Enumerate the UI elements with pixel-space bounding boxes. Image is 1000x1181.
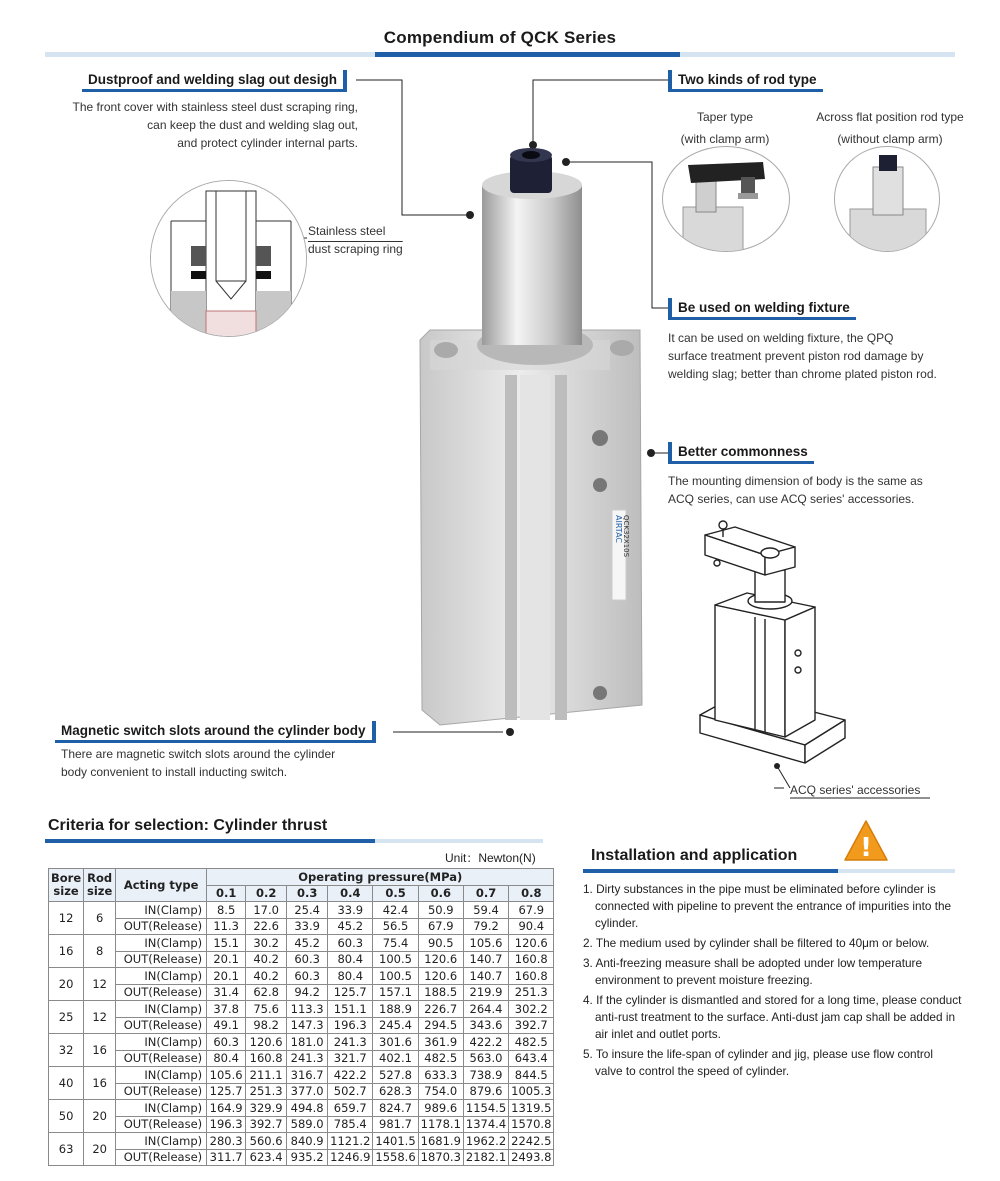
acting-type-cell: IN(Clamp) [116, 1034, 207, 1051]
acting-type-cell: IN(Clamp) [116, 1001, 207, 1018]
dust-ring-detail-image [150, 180, 307, 337]
thrust-value-cell: 60.3 [328, 935, 373, 952]
thrust-value-cell: 120.6 [418, 951, 463, 968]
thrust-value-cell: 42.4 [373, 902, 418, 919]
thrust-value-cell: 140.7 [463, 968, 508, 985]
thrust-value-cell: 589.0 [287, 1116, 328, 1133]
thrust-value-cell: 188.5 [418, 984, 463, 1001]
thrust-value-cell: 527.8 [373, 1067, 418, 1084]
thrust-value-cell: 754.0 [418, 1083, 463, 1100]
thrust-value-cell: 120.6 [509, 935, 554, 952]
acting-type-cell: OUT(Release) [116, 1050, 207, 1067]
thrust-value-cell: 20.1 [207, 968, 246, 985]
thrust-value-cell: 643.4 [509, 1050, 554, 1067]
table-row [49, 935, 554, 952]
thrust-value-cell: 160.8 [509, 951, 554, 968]
pressure-col: 0.7 [463, 885, 508, 902]
thrust-value-cell: 40.2 [246, 951, 287, 968]
taper-type-image [662, 146, 790, 252]
thrust-value-cell: 151.1 [328, 1001, 373, 1018]
thrust-value-cell: 62.8 [246, 984, 287, 1001]
thrust-value-cell: 422.2 [328, 1067, 373, 1084]
acting-type-cell: IN(Clamp) [116, 968, 207, 985]
thrust-value-cell: 15.1 [207, 935, 246, 952]
thrust-value-cell: 67.9 [418, 918, 463, 935]
list-item: 5. To insure the life-span of cylinder and jig, please use flow control valve to control the speed of cylinder. [583, 1047, 933, 1078]
thrust-value-cell: 219.9 [463, 984, 508, 1001]
pressure-col: 0.6 [418, 885, 463, 902]
thrust-value-cell: 160.8 [246, 1050, 287, 1067]
installation-rule [583, 869, 955, 873]
thrust-value-cell: 392.7 [509, 1017, 554, 1034]
bore-size-cell: 63 [49, 1133, 84, 1166]
thrust-value-cell: 1005.3 [509, 1083, 554, 1100]
criteria-heading: Criteria for selection: Cylinder thrust [48, 817, 328, 834]
table-row [49, 1034, 554, 1051]
body-brand-label: AIRTAC [614, 515, 623, 543]
thrust-value-cell: 45.2 [287, 935, 328, 952]
thrust-value-cell: 94.2 [287, 984, 328, 1001]
thrust-value-cell: 188.9 [373, 1001, 418, 1018]
thrust-value-cell: 1154.5 [463, 1100, 508, 1117]
rod-size-cell: 12 [84, 1001, 116, 1034]
rod-size-cell: 8 [84, 935, 116, 968]
thrust-value-cell: 90.5 [418, 935, 463, 952]
thrust-value-cell: 879.6 [463, 1083, 508, 1100]
thrust-value-cell: 33.9 [287, 918, 328, 935]
table-row [49, 951, 554, 968]
thrust-value-cell: 563.0 [463, 1050, 508, 1067]
thrust-value-cell: 1570.8 [509, 1116, 554, 1133]
thrust-value-cell: 1558.6 [373, 1149, 418, 1166]
rod-size-cell: 20 [84, 1133, 116, 1166]
list-item: 4. If the cylinder is dismantled and stored for a long time, please conduct anti-rust treatment to the surface. Anti-dust jam cap shall be added in air inlet and outlet ports. [583, 993, 962, 1041]
thrust-value-cell: 17.0 [246, 902, 287, 919]
thrust-value-cell: 31.4 [207, 984, 246, 1001]
thrust-value-cell: 37.8 [207, 1001, 246, 1018]
thrust-value-cell: 45.2 [328, 918, 373, 935]
acting-type-cell: IN(Clamp) [116, 1133, 207, 1150]
acq-accessories-label: ACQ series' accessories [790, 783, 921, 797]
thrust-value-cell: 211.1 [246, 1067, 287, 1084]
thrust-value-cell: 251.3 [509, 984, 554, 1001]
thrust-value-cell: 2493.8 [509, 1149, 554, 1166]
thrust-value-cell: 113.3 [287, 1001, 328, 1018]
magnetic-description: There are magnetic switch slots around the cylinder body convenient to install inducting switch. [61, 747, 336, 779]
table-row [49, 902, 554, 919]
thrust-value-cell: 160.8 [509, 968, 554, 985]
pressure-header: Operating pressure(MPa) [207, 869, 554, 886]
thrust-value-cell: 785.4 [328, 1116, 373, 1133]
list-item: 3. Anti-freezing measure shall be adopted under low temperature environment to prevent moisture freezing. [583, 956, 923, 987]
thrust-value-cell: 1246.9 [328, 1149, 373, 1166]
thrust-value-cell: 8.5 [207, 902, 246, 919]
thrust-value-cell: 301.6 [373, 1034, 418, 1051]
thrust-value-cell: 120.6 [246, 1034, 287, 1051]
acting-type-cell: IN(Clamp) [116, 935, 207, 952]
unit-label: Unit：Newton(N) [445, 851, 536, 865]
table-row [49, 1116, 554, 1133]
rod-size-cell: 6 [84, 902, 116, 935]
body-model-label: QCK32X10S [622, 515, 630, 558]
thrust-value-cell: 935.2 [287, 1149, 328, 1166]
thrust-value-cell: 659.7 [328, 1100, 373, 1117]
thrust-value-cell: 402.1 [373, 1050, 418, 1067]
flat-rod-type-image [834, 146, 940, 252]
criteria-rule [45, 839, 543, 843]
thrust-value-cell: 628.3 [373, 1083, 418, 1100]
thrust-value-cell: 482.5 [418, 1050, 463, 1067]
thrust-value-cell: 40.2 [246, 968, 287, 985]
commonness-heading: Better commonness [668, 442, 814, 464]
thrust-value-cell: 844.5 [509, 1067, 554, 1084]
thrust-value-cell: 49.1 [207, 1017, 246, 1034]
thrust-value-cell: 633.3 [418, 1067, 463, 1084]
list-item: 1. Dirty substances in the pipe must be eliminated before cylinder is connected with pipeline to prevent the entrance of impurities into the cylinder. [583, 882, 952, 930]
table-row [49, 984, 554, 1001]
thrust-value-cell: 329.9 [246, 1100, 287, 1117]
thrust-value-cell: 2242.5 [509, 1133, 554, 1150]
thrust-table [48, 868, 554, 1166]
thrust-value-cell: 560.6 [246, 1133, 287, 1150]
thrust-value-cell: 120.6 [418, 968, 463, 985]
table-row [49, 1050, 554, 1067]
thrust-value-cell: 989.6 [418, 1100, 463, 1117]
thrust-value-cell: 33.9 [328, 902, 373, 919]
rod-size-cell: 16 [84, 1034, 116, 1067]
thrust-value-cell: 2182.1 [463, 1149, 508, 1166]
table-row [49, 1067, 554, 1084]
acting-type-cell: OUT(Release) [116, 951, 207, 968]
thrust-value-cell: 280.3 [207, 1133, 246, 1150]
rod-size-cell: 16 [84, 1067, 116, 1100]
thrust-value-cell: 1870.3 [418, 1149, 463, 1166]
acting-type-header: Acting type [116, 869, 207, 902]
acting-type-cell: IN(Clamp) [116, 902, 207, 919]
thrust-value-cell: 1401.5 [373, 1133, 418, 1150]
thrust-value-cell: 494.8 [287, 1100, 328, 1117]
thrust-value-cell: 294.5 [418, 1017, 463, 1034]
thrust-value-cell: 98.2 [246, 1017, 287, 1034]
table-row [49, 1083, 554, 1100]
acting-type-cell: OUT(Release) [116, 984, 207, 1001]
bore-size-cell: 12 [49, 902, 84, 935]
acting-type-cell: OUT(Release) [116, 1017, 207, 1034]
pressure-col: 0.8 [509, 885, 554, 902]
svg-text:!: ! [860, 833, 872, 863]
acting-type-cell: IN(Clamp) [116, 1100, 207, 1117]
thrust-value-cell: 196.3 [328, 1017, 373, 1034]
dustproof-heading: Dustproof and welding slag out desigh [82, 70, 347, 92]
acting-type-cell: OUT(Release) [116, 1083, 207, 1100]
thrust-value-cell: 226.7 [418, 1001, 463, 1018]
thrust-value-cell: 181.0 [287, 1034, 328, 1051]
thrust-value-cell: 30.2 [246, 935, 287, 952]
pressure-col: 0.1 [207, 885, 246, 902]
thrust-value-cell: 147.3 [287, 1017, 328, 1034]
table-row [49, 1133, 554, 1150]
thrust-value-cell: 105.6 [207, 1067, 246, 1084]
thrust-value-cell: 241.3 [328, 1034, 373, 1051]
thrust-value-cell: 361.9 [418, 1034, 463, 1051]
thrust-value-cell: 164.9 [207, 1100, 246, 1117]
thrust-value-cell: 105.6 [463, 935, 508, 952]
table-row [49, 1100, 554, 1117]
thrust-value-cell: 60.3 [287, 951, 328, 968]
thrust-value-cell: 140.7 [463, 951, 508, 968]
table-row [49, 968, 554, 985]
acq-accessory-drawing [695, 515, 855, 775]
thrust-value-cell: 79.2 [463, 918, 508, 935]
flat-rod-type-label: Across flat position rod type (without clamp arm) [816, 110, 964, 146]
taper-type-label: Taper type (with clamp arm) [680, 110, 770, 146]
warning-icon [843, 818, 889, 864]
pressure-col: 0.2 [246, 885, 287, 902]
thrust-value-cell: 125.7 [328, 984, 373, 1001]
thrust-value-cell: 1681.9 [418, 1133, 463, 1150]
thrust-value-cell: 75.4 [373, 935, 418, 952]
thrust-value-cell: 196.3 [207, 1116, 246, 1133]
thrust-value-cell: 90.4 [509, 918, 554, 935]
magnetic-heading: Magnetic switch slots around the cylinder body [55, 721, 376, 743]
bore-size-cell: 32 [49, 1034, 84, 1067]
thrust-value-cell: 60.3 [207, 1034, 246, 1051]
rod-type-heading: Two kinds of rod type [668, 70, 823, 92]
acting-type-cell: OUT(Release) [116, 1149, 207, 1166]
dust-ring-label: Stainless steel dust scraping ring [308, 224, 403, 256]
thrust-value-cell: 316.7 [287, 1067, 328, 1084]
thrust-value-cell: 422.2 [463, 1034, 508, 1051]
thrust-value-cell: 392.7 [246, 1116, 287, 1133]
bore-size-cell: 16 [49, 935, 84, 968]
table-row [49, 1149, 554, 1166]
thrust-value-cell: 824.7 [373, 1100, 418, 1117]
table-row [49, 1017, 554, 1034]
acting-type-cell: IN(Clamp) [116, 1067, 207, 1084]
thrust-value-cell: 241.3 [287, 1050, 328, 1067]
thrust-value-cell: 80.4 [207, 1050, 246, 1067]
page-title: Compendium of QCK Series [383, 28, 617, 47]
acting-type-cell: OUT(Release) [116, 918, 207, 935]
thrust-value-cell: 377.0 [287, 1083, 328, 1100]
thrust-value-cell: 125.7 [207, 1083, 246, 1100]
thrust-value-cell: 623.4 [246, 1149, 287, 1166]
bore-size-cell: 20 [49, 968, 84, 1001]
bore-size-cell: 25 [49, 1001, 84, 1034]
thrust-value-cell: 25.4 [287, 902, 328, 919]
thrust-value-cell: 80.4 [328, 951, 373, 968]
rod-header: Rod size [84, 869, 116, 902]
thrust-value-cell: 251.3 [246, 1083, 287, 1100]
installation-list [583, 881, 963, 1083]
thrust-value-cell: 67.9 [509, 902, 554, 919]
thrust-value-cell: 343.6 [463, 1017, 508, 1034]
thrust-value-cell: 311.7 [207, 1149, 246, 1166]
thrust-value-cell: 50.9 [418, 902, 463, 919]
thrust-value-cell: 302.2 [509, 1001, 554, 1018]
thrust-value-cell: 264.4 [463, 1001, 508, 1018]
thrust-value-cell: 20.1 [207, 951, 246, 968]
bore-header: Bore size [49, 869, 84, 902]
thrust-value-cell: 100.5 [373, 968, 418, 985]
thrust-value-cell: 157.1 [373, 984, 418, 1001]
thrust-value-cell: 56.5 [373, 918, 418, 935]
welding-description: It can be used on welding fixture, the QPQ surface treatment prevent piston rod damage by welding slag; better than chrome plated piston rod. [668, 331, 937, 381]
thrust-value-cell: 1962.2 [463, 1133, 508, 1150]
thrust-value-cell: 981.7 [373, 1116, 418, 1133]
pressure-col: 0.5 [373, 885, 418, 902]
bore-size-cell: 40 [49, 1067, 84, 1100]
dustproof-description: The front cover with stainless steel dust scraping ring, can keep the dust and welding slag out, and protect cylinder internal parts. [72, 100, 358, 150]
pressure-col: 0.4 [328, 885, 373, 902]
commonness-description: The mounting dimension of body is the same as ACQ series, can use ACQ series' accessories. [668, 474, 923, 506]
thrust-value-cell: 22.6 [246, 918, 287, 935]
thrust-value-cell: 738.9 [463, 1067, 508, 1084]
bore-size-cell: 50 [49, 1100, 84, 1133]
table-row [49, 1001, 554, 1018]
thrust-value-cell: 59.4 [463, 902, 508, 919]
installation-heading: Installation and application [591, 847, 798, 864]
thrust-value-cell: 245.4 [373, 1017, 418, 1034]
thrust-value-cell: 502.7 [328, 1083, 373, 1100]
thrust-value-cell: 11.3 [207, 918, 246, 935]
thrust-value-cell: 1178.1 [418, 1116, 463, 1133]
thrust-value-cell: 1374.4 [463, 1116, 508, 1133]
table-row [49, 918, 554, 935]
rod-size-cell: 20 [84, 1100, 116, 1133]
welding-heading: Be used on welding fixture [668, 298, 856, 320]
thrust-table-container [48, 868, 554, 1166]
list-item: 2. The medium used by cylinder shall be filtered to 40μm or below. [583, 936, 930, 950]
thrust-value-cell: 80.4 [328, 968, 373, 985]
thrust-value-cell: 1319.5 [509, 1100, 554, 1117]
rod-size-cell: 12 [84, 968, 116, 1001]
thrust-value-cell: 482.5 [509, 1034, 554, 1051]
thrust-value-cell: 840.9 [287, 1133, 328, 1150]
thrust-value-cell: 100.5 [373, 951, 418, 968]
qck-cylinder-image [410, 140, 650, 740]
pressure-col: 0.3 [287, 885, 328, 902]
thrust-value-cell: 75.6 [246, 1001, 287, 1018]
thrust-value-cell: 321.7 [328, 1050, 373, 1067]
thrust-value-cell: 1121.2 [328, 1133, 373, 1150]
acting-type-cell: OUT(Release) [116, 1116, 207, 1133]
thrust-value-cell: 60.3 [287, 968, 328, 985]
